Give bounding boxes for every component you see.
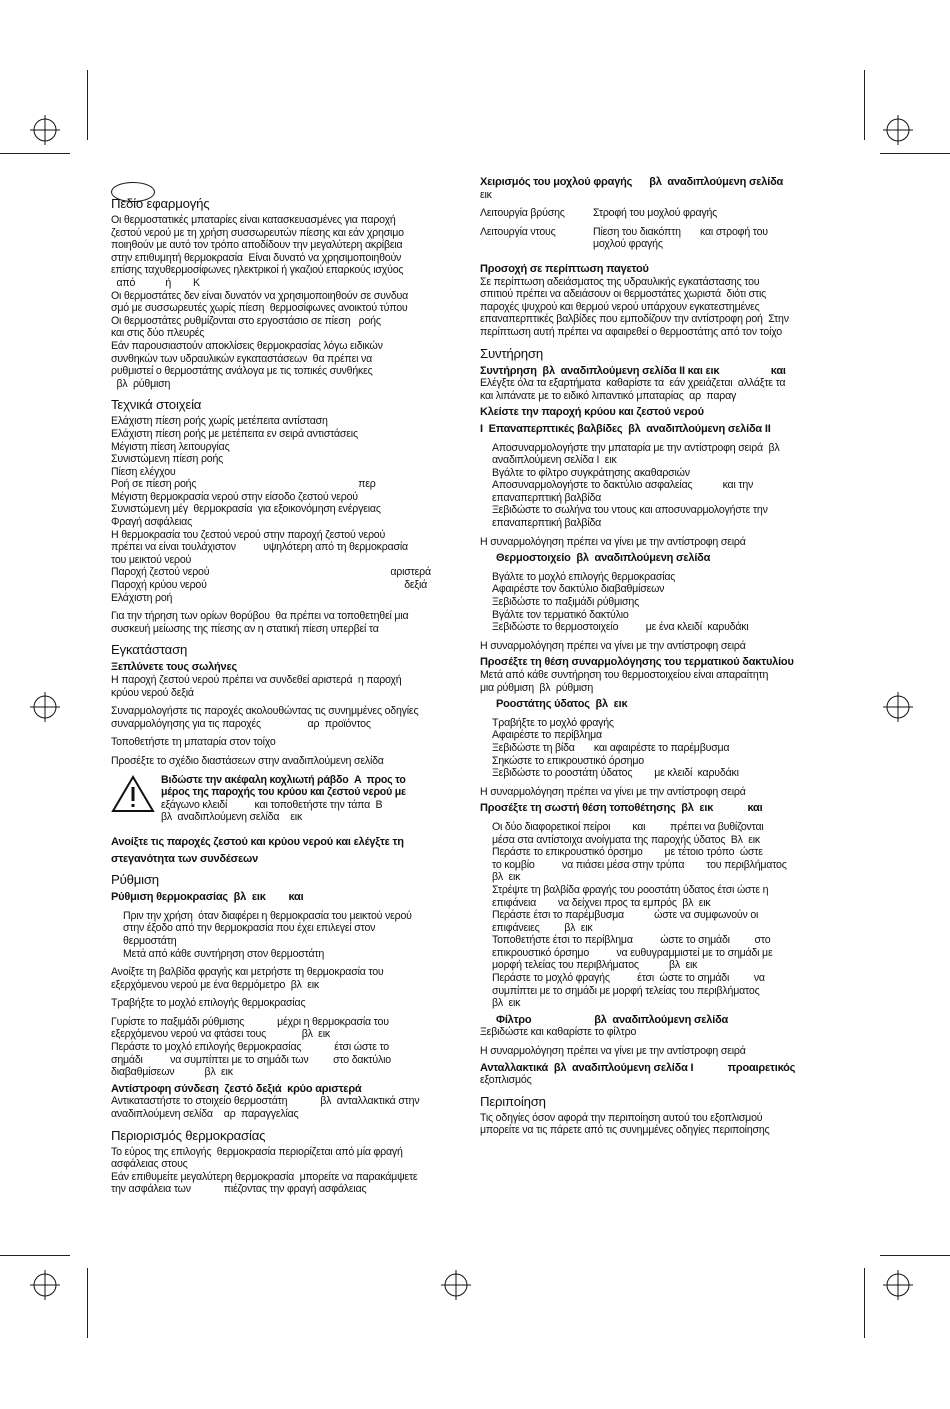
text-line: ρυθμιστεί ο θερμοστάτης ανάλογα με τις τοπικές συνθήκες bbox=[111, 365, 373, 378]
text-line: μπορείτε να τις πάρετε από τις συνημμένες οδηγίες περιποίησης bbox=[480, 1124, 770, 1137]
text-line: ζεστού νερού με τη χρήση συσσωρευτών πίεσης και εάν χρησιμο bbox=[111, 226, 404, 239]
section-r1 bbox=[480, 263, 842, 339]
text-line: Η συναρμολόγηση πρέπει να γίνει με την αντίστροφη σειρά bbox=[480, 785, 746, 798]
text-line: από ή K bbox=[111, 276, 200, 289]
text-line: Ελάχιστη πίεση ροής χωρίς μετέπειτα αντίσταση bbox=[111, 415, 328, 428]
text-line: Αντικαταστήστε το στοιχείο θερμοστάτη βλ ανταλλακτικά στην bbox=[111, 1095, 420, 1108]
section-t1b bbox=[111, 853, 468, 866]
section-r11 bbox=[480, 656, 842, 694]
text-line: εξερχόμενου νερού με ένα θερμόμετρο βλ εικ bbox=[111, 978, 319, 991]
section-s7 bbox=[111, 736, 468, 749]
text-line: Περάστε το μοχλό φραγής έτσι ώστε το σημάδι να bbox=[492, 972, 765, 985]
section-heading: Ρύθμιση θερμοκρασίας βλ εικ και bbox=[111, 891, 304, 904]
operation-row bbox=[480, 207, 842, 220]
text-line: Μετά από κάθε συντήρηση στον θερμοστάτη bbox=[123, 947, 325, 960]
section-heading: Ανταλλακτικά βλ αναδιπλούμενη σελίδα I προαιρετικός bbox=[480, 1061, 796, 1074]
section-s6 bbox=[111, 705, 468, 730]
spacer bbox=[111, 824, 468, 832]
text-line: Η θερμοκρασία του ζεστού νερού στην παροχή ζεστού νερού bbox=[111, 528, 386, 541]
crop-line bbox=[864, 70, 865, 140]
text-line: Σηκώστε το επικρουστικό όρσημο bbox=[492, 754, 644, 767]
section-r8 bbox=[480, 552, 842, 565]
section-heading: Προσέξτε τη σωστή θέση τοποθέτησης βλ εικ και bbox=[480, 802, 763, 815]
text-line: Το εύρος της επιλογής θερμοκρασία περιορίζεται από μία φραγή bbox=[111, 1145, 403, 1158]
text-line: Πίεση του διακόπτη και στροφή του bbox=[593, 225, 768, 238]
registration-mark-bottom-right bbox=[883, 1270, 913, 1305]
text-line: Παροχή κρύου νερού δεξιά bbox=[111, 579, 428, 592]
text-line: μέσα στα αντίστοιχα ανοίγματα της παροχής ύδατος Βλ εικ bbox=[492, 833, 760, 846]
text-line: εξοπλισμός bbox=[480, 1074, 532, 1087]
section-heading: Ανοίξτε τις παροχές ζεστού και κρύου νερού και ελέγξτε τη bbox=[111, 835, 404, 848]
text-line: βλ εικ bbox=[492, 871, 521, 884]
left-column bbox=[111, 176, 468, 1196]
text-line: Ξεβιδώστε το παξιμάδι ρύθμισης bbox=[492, 596, 639, 609]
text-line: παροχές ψυχρού και θερμού νερού υπάρχουν εγκατεστημένες bbox=[480, 300, 760, 313]
text-line: Τοποθετήστε έτσι το περίβλημα ώστε το σημάδι στο bbox=[492, 934, 771, 947]
section-t5 bbox=[111, 966, 468, 991]
registration-mark-bottom-center bbox=[441, 1270, 471, 1305]
section-t7 bbox=[111, 1016, 468, 1079]
crop-line bbox=[880, 1255, 950, 1256]
section-heading: Εγκατάσταση bbox=[111, 642, 188, 658]
registration-mark-top-left bbox=[30, 115, 60, 150]
crop-line bbox=[0, 153, 70, 154]
section-heading: Κλείστε την παροχή κρύου και ζεστού νερού bbox=[480, 406, 704, 419]
section-s1 bbox=[111, 196, 468, 390]
text-line: την ασφάλεια των πιέζοντας την φραγή ασφάλειας bbox=[111, 1183, 367, 1196]
section-heading: Ξεπλύνετε τους σωλήνες bbox=[111, 661, 238, 674]
text-line: Ξεβιδώστε το ροοστάτη ύδατος με κλειδί καρυδάκι bbox=[492, 767, 739, 780]
operation-row bbox=[480, 226, 842, 251]
registration-mark-mid-left bbox=[30, 692, 60, 727]
operation-label: Λειτουργία βρύσης bbox=[480, 207, 565, 220]
section-t2 bbox=[111, 872, 468, 887]
section-heading: Πεδίο εφαρμογής bbox=[111, 196, 210, 211]
section-t4 bbox=[111, 910, 468, 960]
text-line: Για την τήρηση των ορίων θορύβου θα πρέπει να τοποθετηθεί μια bbox=[111, 610, 409, 623]
crop-line bbox=[87, 70, 88, 140]
text-line: σημάδι να συμπίπτει με το σημάδι των στο δακτύλιο bbox=[111, 1053, 391, 1066]
text-line: εξάγωνο κλειδί και τοποθετήστε την τάπα B bbox=[161, 798, 383, 811]
text-line: Περάστε το μοχλό επιλογής θερμοκρασίας έτσι ώστε το bbox=[111, 1041, 389, 1054]
section-heading: Αντίστροφη σύνδεση ζεστό δεξιά κρύο αριστερά bbox=[111, 1082, 362, 1095]
text-line: Η συναρμολόγηση πρέπει να γίνει με την αντίστροφη σειρά bbox=[480, 535, 746, 548]
text-line: Οι θερμοστάτες δεν είναι δυνατόν να χρησιμοποιηθούν σε συνδυα bbox=[111, 289, 409, 302]
text-line: επιφάνεια να δείχνει προς τα εμπρός βλ εικ bbox=[492, 896, 711, 909]
section-s8 bbox=[111, 755, 468, 768]
text-line: επαναπερπτική βαλβίδα bbox=[492, 517, 602, 530]
text-line: ποιηθούν με αυτό τον τρόπο αποδίδουν την μεγαλύτερη ακρίβεια bbox=[111, 239, 403, 252]
text-line: επαναπερπτική βαλβίδα bbox=[492, 491, 602, 504]
operation-label: Λειτουργία ντους bbox=[480, 225, 556, 238]
registration-mark-top-right bbox=[883, 115, 913, 150]
section-r4 bbox=[480, 406, 842, 419]
operation-value bbox=[593, 207, 717, 220]
text-line: αναδιπλούμενη σελίδα I εικ bbox=[492, 454, 617, 467]
text-line: Στρέψτε τη βαλβίδα φραγής του ροοστάτη ύδατος έτσι ώστε η bbox=[492, 883, 769, 896]
section-s3 bbox=[111, 610, 468, 635]
text-line: κρύου νερού δεξιά bbox=[111, 686, 194, 699]
text-line: Εάν επιθυμείτε μεγαλύτερη θερμοκρασία μπορείτε να παρακάμψετε bbox=[111, 1170, 418, 1183]
text-line: το κομβίο να πιάσει μέσα στην τρύπα του περιβλήματος bbox=[492, 858, 787, 871]
text-line: Πριν την χρήση όταν διαφέρει η θερμοκρασία του μεικτού νερού bbox=[123, 909, 412, 922]
section-r18 bbox=[480, 1045, 842, 1058]
text-line: Ξεβιδώστε τη βίδα και αφαιρέστε το παρέμβυσμα bbox=[492, 741, 730, 754]
text-line: εικ bbox=[480, 188, 492, 201]
section-t9 bbox=[111, 1128, 468, 1196]
warning-block bbox=[111, 774, 468, 824]
text-line: μια ρύθμιση βλ ρύθμιση bbox=[480, 681, 594, 694]
text-line: Σε περίπτωση αδειάσματος της υδραυλικής εγκατάστασης του bbox=[480, 275, 760, 288]
section-s5 bbox=[111, 661, 468, 699]
section-r10 bbox=[480, 640, 842, 653]
text-line: Ξεβιδώστε το σωλήνα του ντους και αποσυναρμολογήστε την bbox=[492, 504, 768, 517]
text-line: Η συναρμολόγηση πρέπει να γίνει με την αντίστροφη σειρά bbox=[480, 1045, 746, 1058]
text-line: επαναπερπτικές βαλβίδες που εμποδίζουν την αντίστροφη ροή Στην bbox=[480, 313, 789, 326]
text-line: Βγάλτε το φίλτρο συγκράτησης ακαθαρσιών bbox=[492, 466, 690, 479]
text-line: Συναρμολογήστε τις παροχές ακολουθώντας τις συνημμένες οδηγίες bbox=[111, 705, 419, 718]
section-r6 bbox=[480, 442, 842, 530]
text-line: μοχλού φραγής bbox=[593, 238, 663, 251]
section-r14 bbox=[480, 786, 842, 799]
warning-text bbox=[161, 774, 406, 824]
section-heading: Ρύθμιση bbox=[111, 872, 159, 888]
text-line: περίπτωση αυτή πρέπει να αφαιρεθεί ο θερμοστάτης από τον τοίχο bbox=[480, 325, 782, 338]
text-line: Αφαιρέστε τον δακτύλιο διαβαθμίσεων bbox=[492, 583, 665, 596]
text-line: ασφάλειας στους bbox=[111, 1158, 188, 1171]
section-heading: Περιποίηση bbox=[480, 1093, 546, 1109]
crop-line bbox=[0, 1255, 70, 1256]
section-r5 bbox=[480, 423, 842, 436]
text-line: αναδιπλούμενη σελίδα αρ παραγγελίας bbox=[111, 1108, 299, 1121]
text-line: Ροή σε πίεση ροής περ bbox=[111, 478, 376, 491]
text-line: συσκευή μείωσης της πίεσης αν η στατική πίεση υπερβεί τα bbox=[111, 622, 379, 635]
text-line: Προσέξτε το σχέδιο διαστάσεων στην αναδιπλούμενη σελίδα bbox=[111, 754, 384, 767]
text-line: Τραβήξτε το μοχλό επιλογής θερμοκρασίας bbox=[111, 997, 306, 1010]
text-line: Οι δύο διαφορετικοί πείροι και πρέπει να βυθίζονται bbox=[492, 820, 764, 833]
section-t6 bbox=[111, 997, 468, 1010]
text-line: Τραβήξτε το μοχλό φραγής bbox=[492, 716, 614, 729]
section-heading: Συντήρηση βλ αναδιπλούμενη σελίδα II και εικ και bbox=[480, 364, 786, 377]
text-line: Αποσυναρμολογήστε την μπαταρία με την αντίστροφη σειρά βλ bbox=[492, 441, 780, 454]
text-line: Μέγιστη πίεση λειτουργίας bbox=[111, 440, 230, 453]
text-line: Φραγή ασφάλειας bbox=[111, 516, 192, 529]
text-line: Η παροχή ζεστού νερού πρέπει να συνδεθεί αριστερά η παροχή bbox=[111, 674, 402, 686]
text-line: Τις οδηγίες όσον αφορά την περιποίηση αυτού του εξοπλισμού bbox=[480, 1111, 763, 1124]
text-line: Οι θερμοστάτες ρυθμίζονται στο εργοστάσιο σε πίεση ροής bbox=[111, 314, 381, 327]
text-line: θερμοστάτη bbox=[123, 934, 177, 947]
text-line: στην επιθυμητή θερμοκρασία Είναι δυνατό να χρησιμοποιηθούν bbox=[111, 251, 402, 264]
section-t3 bbox=[111, 891, 468, 904]
text-line: σμό με συσσωρευτές χωρίς πίεση θερμοσίφωνες ανοικτού τύπου bbox=[111, 302, 408, 315]
section-heading: I Επαναπερπτικές βαλβίδες βλ αναδιπλούμενη σελίδα II bbox=[480, 422, 771, 435]
section-s4 bbox=[111, 642, 468, 657]
section-heading: στεγανότητα των συνδέσεων bbox=[111, 852, 259, 865]
text-line: Αφαιρέστε το περίβλημα bbox=[492, 729, 602, 742]
section-s2 bbox=[111, 397, 468, 604]
text-line: διαβαθμίσεων βλ εικ bbox=[111, 1066, 233, 1079]
section-r20 bbox=[480, 1094, 842, 1137]
spacer bbox=[480, 251, 842, 259]
text-line: συμπίπτει με το σημάδι με μορφή τελείας του περιβλήματος bbox=[492, 984, 760, 997]
text-line: Η συναρμολόγηση πρέπει να γίνει με την αντίστροφη σειρά bbox=[480, 639, 746, 652]
text-line: του μεικτού νερού bbox=[111, 553, 192, 566]
text-line: και στις δύο πλευρές bbox=[111, 327, 205, 340]
section-heading: Συντήρηση bbox=[480, 345, 544, 361]
text-line: Πίεση ελέγχου bbox=[111, 465, 176, 478]
section-heading: Φίλτρο βλ αναδιπλούμενη σελίδα bbox=[496, 1013, 729, 1026]
registration-mark-mid-right bbox=[883, 692, 913, 727]
section-r7 bbox=[480, 536, 842, 549]
text-line: επίσης ταχυθερμοσίφωνες ηλεκτρικοί ή γκαζιού επαρκούς ισχύος bbox=[111, 264, 404, 277]
text-line: Μετά από κάθε συντήρηση του θερμοστοιχείου είναι απαραίτητη bbox=[480, 669, 769, 681]
section-heading: Θερμοστοιχείο βλ αναδιπλούμενη σελίδα bbox=[496, 552, 711, 565]
crop-line bbox=[864, 1268, 865, 1338]
section-heading: Περιορισμός θερμοκρασίας bbox=[111, 1127, 266, 1143]
section-t1 bbox=[111, 836, 468, 849]
text-line: Ελάχιστη ροή bbox=[111, 591, 173, 604]
text-line: Γυρίστε το παξιμάδι ρύθμισης μέχρι η θερμοκρασία του bbox=[111, 1015, 389, 1028]
section-t8 bbox=[111, 1083, 468, 1121]
text-line: στην έξοδο από την θερμοκρασία που έχει επιλεγεί στον bbox=[123, 922, 376, 935]
section-r2 bbox=[480, 346, 842, 361]
text-line: βλ αναδιπλούμενη σελίδα εικ bbox=[161, 811, 303, 824]
text-line: Συνιστώμενη πίεση ροής bbox=[111, 453, 224, 466]
text-line: βλ ρύθμιση bbox=[111, 377, 171, 390]
registration-mark-bottom-left bbox=[30, 1270, 60, 1305]
text-line: επικρουστικό όρσημο να ευθυγραμμιστεί με το σημάδι με bbox=[492, 946, 773, 959]
text-line: Ελάχιστη πίεση ροής με μετέπειτα εν σειρά αντιστάσεις bbox=[111, 427, 358, 440]
text-line: Περάστε το επικρουστικό όρσημο με τέτοιο τρόπο ώστε bbox=[492, 846, 763, 859]
text-line: πρέπει να είναι τουλάχιστον υψηλότερη από τη θερμοκρασία bbox=[111, 541, 408, 554]
text-line: Τοποθετήστε τη μπαταρία στον τοίχο bbox=[111, 736, 276, 749]
right-column bbox=[480, 176, 842, 1137]
text-line: Βγάλτε το μοχλό επιλογής θερμοκρασίας bbox=[492, 570, 676, 583]
warning-icon bbox=[111, 774, 155, 824]
section-r3 bbox=[480, 365, 842, 403]
text-line: μορφή τελείας του περιβλήματος βλ εικ bbox=[492, 959, 698, 972]
text-line: Παροχή ζεστού νερού αριστερά bbox=[111, 566, 431, 579]
text-line: μέρος της παροχής του κρύου και ζεστού νερού με bbox=[161, 786, 406, 799]
text-line: βλ εικ bbox=[492, 997, 521, 1010]
text-line: Βιδώστε την ακέφαλη κοχλιωτή ράβδο A προς το bbox=[161, 773, 406, 786]
text-line: συναρμολόγησης για τις παροχές αρ προϊόντος bbox=[111, 717, 371, 730]
text-line: σπιτιού πρέπει να αδειάσουν οι θερμοστάτες χωριστά διότι στις bbox=[480, 288, 767, 301]
crop-line bbox=[87, 1268, 88, 1338]
text-line: Μέγιστη θερμοκρασία νερού στην είσοδο ζεστού νερού bbox=[111, 490, 358, 503]
section-r19 bbox=[480, 1062, 842, 1087]
section-heading: Ροοστάτης ύδατος βλ εικ bbox=[496, 698, 628, 711]
section-r9 bbox=[480, 571, 842, 634]
text-line: Στροφή του μοχλού φραγής bbox=[593, 207, 718, 220]
section-heading: Τεχνικά στοιχεία bbox=[111, 397, 202, 413]
section-r16 bbox=[480, 821, 842, 1010]
intro-heading: Χειρισμός του μοχλού φραγής βλ αναδιπλούμενη σελίδα bbox=[480, 176, 784, 188]
section-r12 bbox=[480, 698, 842, 711]
text-line: Ανοίξτε τη βαλβίδα φραγής και μετρήστε τη θερμοκρασία του bbox=[111, 966, 384, 979]
text-line: Συνιστώμενη μέγ θερμοκρασία για εξοικονόμηση ενέργειας bbox=[111, 503, 381, 516]
crop-line bbox=[880, 153, 950, 154]
text-line: συνθηκών των υδραυλικών εγκαταστάσεων θα πρέπει να bbox=[111, 352, 373, 365]
operation-value bbox=[593, 226, 768, 251]
text-line: εξερχόμενου νερού να φτάσει τους βλ εικ bbox=[111, 1028, 330, 1041]
text-line: Εάν παρουσιαστούν αποκλίσεις θερμοκρασίας λόγω ειδικών bbox=[111, 339, 383, 352]
section-r17 bbox=[480, 1014, 842, 1039]
section-r15 bbox=[480, 802, 842, 815]
section-r13 bbox=[480, 717, 842, 780]
text-line: Βγάλτε τον τερματικό δακτύλιο bbox=[492, 608, 629, 621]
text-line: Αποσυναρμολογήστε το δακτύλιο ασφαλείας και την bbox=[492, 479, 754, 492]
text-line: Περάστε έτσι το παρέμβυσμα ώστε να συμφωνούν οι bbox=[492, 909, 759, 922]
text-line: Ελέγξτε όλα τα εξαρτήματα καθαρίστε τα εάν χρειάζεται αλλάξτε τα bbox=[480, 377, 786, 390]
text-line: επιφάνειες βλ εικ bbox=[492, 921, 593, 934]
text-line: και λιπάνατε με το ειδικό λιπαντικό μπαταρίας αρ παραγ bbox=[480, 389, 737, 402]
section-heading: Προσέξτε τη θέση συναρμολόγησης του τερματικού δακτυλίου bbox=[480, 656, 794, 669]
section-heading: Προσοχή σε περίπτωση παγετού bbox=[480, 262, 649, 275]
text-line: Ξεβιδώστε το θερμοστοιχείο με ένα κλειδί καρυδάκι bbox=[492, 621, 749, 634]
text-line: Οι θερμοστατικές μπαταρίες είναι κατασκευασμένες για παροχή bbox=[111, 214, 396, 226]
text-line: Ξεβιδώστε και καθαρίστε το φίλτρο bbox=[480, 1026, 637, 1039]
